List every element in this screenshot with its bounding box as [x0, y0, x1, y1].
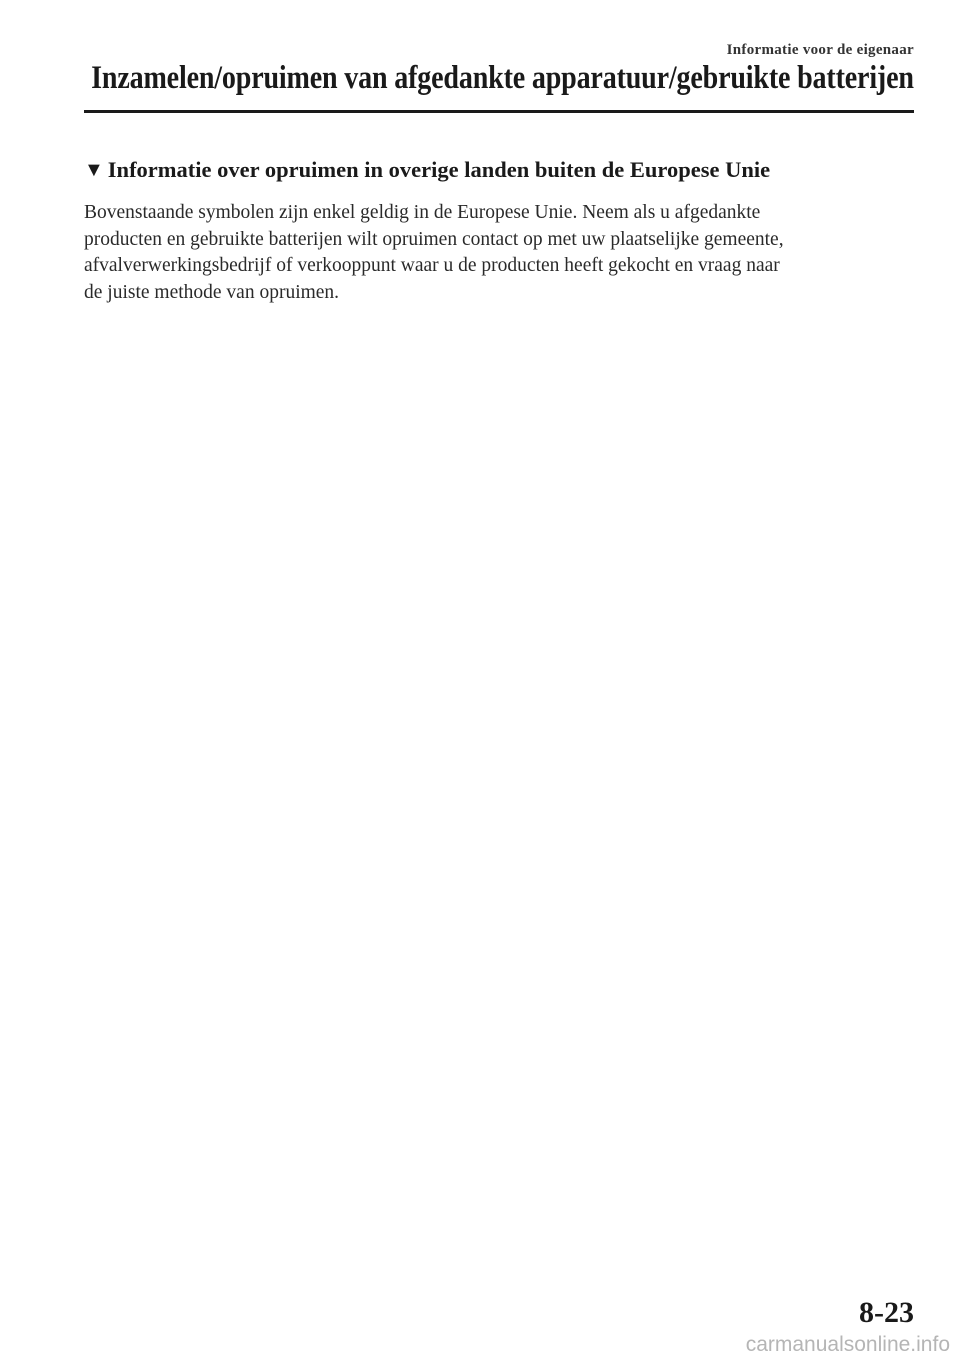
page-title: Inzamelen/opruimen van afgedankte apparatuur/gebruikte batterijen — [91, 60, 914, 96]
body-line: Bovenstaande symbolen zijn enkel geldig in de Europese Unie. Neem als u afgedankte — [84, 202, 761, 223]
page-number: 8-23 — [859, 1296, 914, 1329]
section-heading-text: Informatie over opruimen in overige landen buiten de Europese Unie — [107, 157, 771, 182]
body-line: afvalverwerkingsbedrijf of verkooppunt waar u de producten heeft gekocht en vraag naar — [84, 255, 780, 276]
title-divider — [84, 110, 914, 113]
body-line: de juiste methode van opruimen. — [84, 281, 340, 303]
down-triangle-icon: ▼ — [84, 159, 104, 181]
body-paragraph — [84, 200, 914, 306]
section-label: Informatie voor de eigenaar — [726, 42, 914, 58]
watermark: carmanualsonline.info — [745, 1333, 950, 1356]
body-line: producten en gebruikte batterijen wilt opruimen contact op met uw plaatselijke gemeente, — [84, 228, 784, 250]
section-heading — [84, 157, 914, 183]
